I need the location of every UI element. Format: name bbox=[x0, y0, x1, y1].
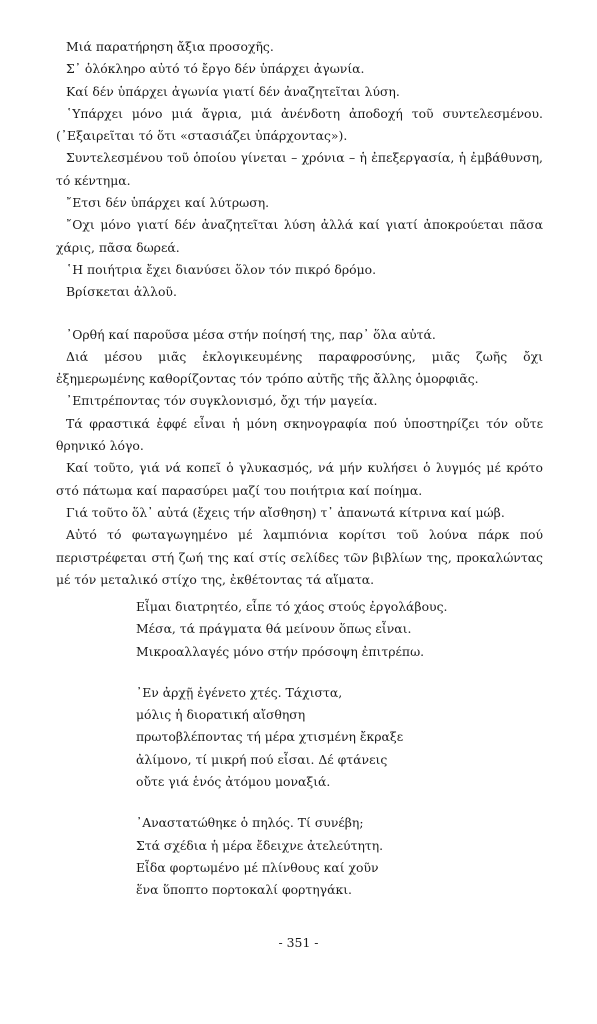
poem-line: ᾽Αναστατώθηκε ὁ πηλός. Τί συνέβη; bbox=[136, 815, 364, 831]
paragraph: ῾Υπάρχει μόνο μιά ἄγρια, μιά ἀνένδοτη ἀποδοχή τοῦ συντελεσμένου. (᾽Εξαιρεῖται τό ὅτι «στασιάζει ὑπάρχοντας»). bbox=[56, 105, 543, 144]
paragraph: Συντελεσμένου τοῦ ὁποίου γίνεται – χρόνια – ἡ ἐπεξεργασία, ἡ ἐμβάθυνση, τό κέντημα. bbox=[56, 150, 543, 188]
poem-stanza bbox=[136, 682, 556, 793]
poem-line: ἀλίμονο, τί μικρή πού εἶσαι. Δέ φτάνεις bbox=[136, 751, 388, 767]
paragraph: Καί δέν ὑπάρχει ἀγωνία γιατί δέν ἀναζητεῖται λύση. bbox=[66, 83, 400, 99]
paragraph: ῾Η ποιήτρια ἔχει διανύσει ὅλον τόν πικρό δρόμο. bbox=[66, 261, 377, 277]
poem-line: Εἶδα φορτωμένο μέ πλίνθους καί χοῦν bbox=[136, 859, 379, 875]
paragraph: Βρίσκεται ἀλλοῦ. bbox=[66, 284, 177, 300]
poem-line: οὔτε γιά ἑνός ἀτόμου μοναξιά. bbox=[136, 774, 331, 790]
poem-line: πρωτοβλέποντας τή μέρα χτισμένη ἔκραξε bbox=[136, 729, 404, 745]
poem-line: ἕνα ὕποπτο πορτοκαλί φορτηγάκι. bbox=[136, 882, 352, 898]
paragraph: ῎Οχι μόνο γιατί δέν ἀναζητεῖται λύση ἀλλά καί γιατί ἀποκρούεται πᾶσα χάρις, πᾶσα δωρεά. bbox=[56, 217, 543, 255]
poem-line: ᾽Εν ἀρχῇ ἐγένετο χτές. Τάχιστα, bbox=[136, 684, 343, 700]
poem-line: Μέσα, τά πράγματα θά μείνουν ὅπως εἶναι. bbox=[136, 621, 412, 637]
poem-line: Στά σχέδια ἡ μέρα ἔδειχνε ἀτελεύτητη. bbox=[136, 837, 384, 853]
paragraph: ᾽Ορθή καί παροῦσα μέσα στήν ποίησή της, παρ᾽ ὅλα αὐτά. bbox=[66, 326, 436, 342]
paragraph: Διά μέσου μιᾶς ἐκλογικευμένης παραφροσύνης, μιᾶς ζωῆς ὄχι ἐξημερωμένης καθορίζοντας τόν τρόπο αὐτῆς τῆς ἄλλης ὁμορφιᾶς. bbox=[56, 348, 543, 387]
poem-stanza bbox=[136, 596, 556, 663]
page-number: - 351 - bbox=[278, 935, 319, 950]
paragraph: Γιά τοῦτο ὅλ᾽ αὐτά (ἔχεις τήν αἴσθηση) τ᾽ ἀπανωτά κίτρινα καί μώβ. bbox=[66, 504, 505, 520]
poem bbox=[136, 596, 556, 921]
paragraph: ῎Ετσι δέν ὑπάρχει καί λύτρωση. bbox=[66, 195, 270, 211]
prose-text bbox=[56, 36, 543, 591]
paragraph: Αὐτό τό φωταγωγημένο μέ λαμπιόνια κορίτσι τοῦ λούνα πάρκ πού περιστρέφεται στή ζωή της καί στίς σελίδες τῶν βιβλίων της, προκαλώντας μέ τόν μεταλικό στίχο της, ἐκθέτοντας τά αἵματα. bbox=[56, 527, 543, 587]
poem-line: Εἶμαι διατρητέο, εἶπε τό χάος στούς ἐργολάβους. bbox=[136, 599, 448, 614]
paragraph: ᾽Επιτρέποντας τόν συγκλονισμό, ὄχι τήν μαγεία. bbox=[66, 393, 378, 409]
paragraph: Τά φραστικά ἐφφέ εἶναι ἡ μόνη σκηνογραφία πού ὑποστηρίζει τόν οὔτε θρηνικό λόγο. bbox=[56, 415, 543, 454]
poem-line: μόλις ἡ διορατική αἴσθηση bbox=[136, 707, 306, 723]
poem-stanza bbox=[136, 812, 556, 901]
paragraph: Καί τοῦτο, γιά νά κοπεῖ ὁ γλυκασμός, νά μήν κυλήσει ὁ λυγμός μέ κρότο στό πάτωμα καί παρασύρει μαζί του ποιήτρια καί ποίημα. bbox=[56, 460, 543, 498]
poem-line: Μικροαλλαγές μόνο στήν πρόσοψη ἐπιτρέπω. bbox=[136, 643, 425, 659]
paragraph: Σ᾽ ὁλόκληρο αὐτό τό ἔργο δέν ὑπάρχει ἀγωνία. bbox=[66, 61, 365, 77]
paragraph: Μιά παρατήρηση ἄξια προσοχῆς. bbox=[66, 39, 274, 54]
